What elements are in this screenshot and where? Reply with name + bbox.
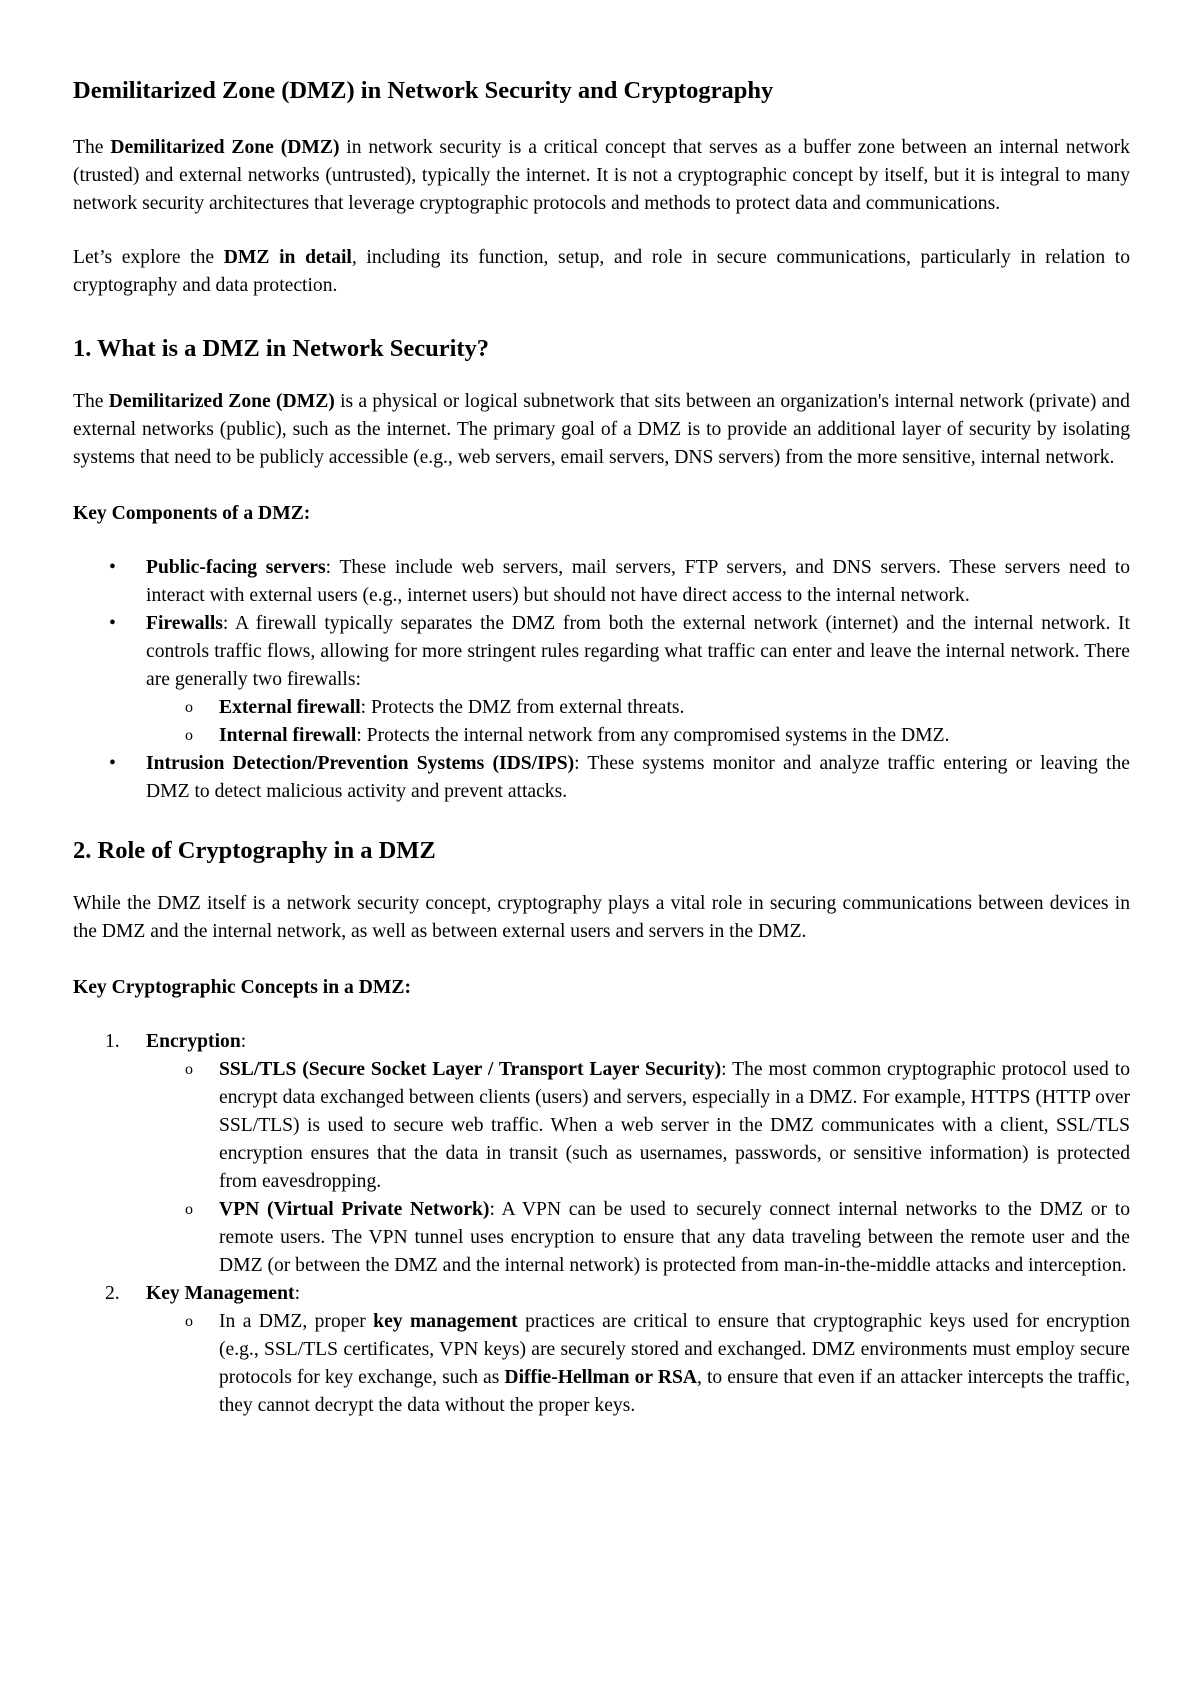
sublist-item: o SSL/TLS (Secure Socket Layer / Transport Layer Security): The most common cryptographic protocol used to encrypt data exchanged between clients (users) and servers, especially in a DMZ. For example, HTTPS (HTTP over SSL/TLS) is used to secure web traffic. When a web server in the DMZ communicates with a client, SSL/TLS encryption ensures that the data in transit (such as usernames, passwords, or sensitive information) is protected from eavesdropping. bbox=[73, 1056, 1130, 1196]
crypto-concepts-list bbox=[73, 1028, 1130, 1420]
list-item: 1. Encryption: o SSL/TLS (Secure Socket Layer / Transport Layer Security): The most common cryptographic protocol used to encrypt data exchanged between clients (users) and servers, especially in a DMZ. For example, HTTPS (HTTP over SSL/TLS) is used to secure web traffic. When a web server in the DMZ communicates with a client, SSL/TLS encryption ensures that the data in transit (such as usernames, passwords, or sensitive information) is protected from eavesdropping. o VPN (Virtual Private Network): A VPN can be used to securely connect internal networks to the DMZ or to remote users. The VPN tunnel uses encryption to ensure that any data traveling between the remote user and the DMZ (or between the DMZ and the internal network) is protected from man-in-the-middle attacks and interception. bbox=[73, 1028, 1130, 1280]
section-2-subheading: Key Cryptographic Concepts in a DMZ: bbox=[73, 977, 411, 998]
sublist-item: o In a DMZ, proper key management practices are critical to ensure that cryptographic keys used for encryption (e.g., SSL/TLS certificates, VPN keys) are securely stored and exchanged. DMZ environments must employ secure protocols for key exchange, such as Diffie-Hellman or RSA, to ensure that even if an attacker intercepts the traffic, they cannot decrypt the data without the proper keys. bbox=[73, 1308, 1130, 1420]
dmz-components-list bbox=[73, 554, 1130, 806]
sublist-item: o VPN (Virtual Private Network): A VPN can be used to securely connect internal networks to the DMZ or to remote users. The VPN tunnel uses encryption to ensure that any data traveling between the remote user and the DMZ (or between the DMZ and the internal network) is protected from man-in-the-middle attacks and interception. bbox=[73, 1196, 1130, 1280]
circle-bullet-icon: o bbox=[185, 1061, 193, 1078]
encryption-sublist bbox=[146, 1056, 1130, 1280]
section-1-subheading: Key Components of a DMZ: bbox=[73, 503, 311, 524]
intro-paragraph-2: Let’s explore the DMZ in detail, including its function, setup, and role in secure communications, particularly in relation to cryptography and data protection. bbox=[73, 247, 1130, 296]
bullet-icon: • bbox=[109, 753, 116, 774]
circle-bullet-icon: o bbox=[185, 1201, 193, 1218]
section-1-paragraph: The Demilitarized Zone (DMZ) is a physical or logical subnetwork that sits between an organization's internal network (private) and external networks (public), such as the internet. The primary goal of a DMZ is to provide an additional layer of security by isolating systems that need to be publicly accessible (e.g., web servers, email servers, DNS servers) from the more sensitive, internal network. bbox=[73, 391, 1130, 468]
list-item: 2. Key Management: o In a DMZ, proper key management practices are critical to ensure that cryptographic keys used for encryption (e.g., SSL/TLS certificates, VPN keys) are securely stored and exchanged. DMZ environments must employ secure protocols for key exchange, such as Diffie-Hellman or RSA, to ensure that even if an attacker intercepts the traffic, they cannot decrypt the data without the proper keys. bbox=[73, 1280, 1130, 1420]
circle-bullet-icon: o bbox=[185, 727, 193, 744]
circle-bullet-icon: o bbox=[185, 1313, 193, 1330]
key-management-sublist bbox=[146, 1308, 1130, 1420]
list-number: 1. bbox=[105, 1031, 120, 1052]
bullet-icon: • bbox=[109, 613, 116, 634]
section-1-heading: 1. What is a DMZ in Network Security? bbox=[73, 335, 490, 362]
list-item: • Public-facing servers: These include web servers, mail servers, FTP servers, and DNS servers. These servers need to interact with external users (e.g., internet users) but should not have direct access to the internal network. bbox=[73, 554, 1130, 610]
section-2-paragraph: While the DMZ itself is a network security concept, cryptography plays a vital role in securing communications between devices in the DMZ and the internal network, as well as between external users and servers in the DMZ. bbox=[73, 893, 1130, 942]
firewall-sublist bbox=[146, 694, 1130, 750]
circle-bullet-icon: o bbox=[185, 699, 193, 716]
sublist-item: o External firewall: Protects the DMZ from external threats. bbox=[73, 694, 1130, 722]
list-number: 2. bbox=[105, 1283, 120, 1304]
bullet-icon: • bbox=[109, 557, 116, 578]
sublist-item: o Internal firewall: Protects the internal network from any compromised systems in the DMZ. bbox=[73, 722, 1130, 750]
intro-paragraph-1: The Demilitarized Zone (DMZ) in network security is a critical concept that serves as a buffer zone between an internal network (trusted) and external networks (untrusted), typically the internet. It is not a cryptographic concept by itself, but it is integral to many network security architectures that leverage cryptographic protocols and methods to protect data and communications. bbox=[73, 137, 1130, 214]
list-item: • Intrusion Detection/Prevention Systems (IDS/IPS): These systems monitor and analyze traffic entering or leaving the DMZ to detect malicious activity and prevent attacks. bbox=[73, 750, 1130, 806]
section-2-heading: 2. Role of Cryptography in a DMZ bbox=[73, 837, 436, 864]
document-title: Demilitarized Zone (DMZ) in Network Security and Cryptography bbox=[73, 77, 774, 104]
list-item: • Firewalls: A firewall typically separates the DMZ from both the external network (internet) and the internal network. It controls traffic flows, allowing for more stringent rules regarding what traffic can enter and leave the internal network. There are generally two firewalls: o External firewall: Protects the DMZ from external threats. o Internal firewall: Protects the internal network from any compromised systems in the DMZ. bbox=[73, 610, 1130, 750]
